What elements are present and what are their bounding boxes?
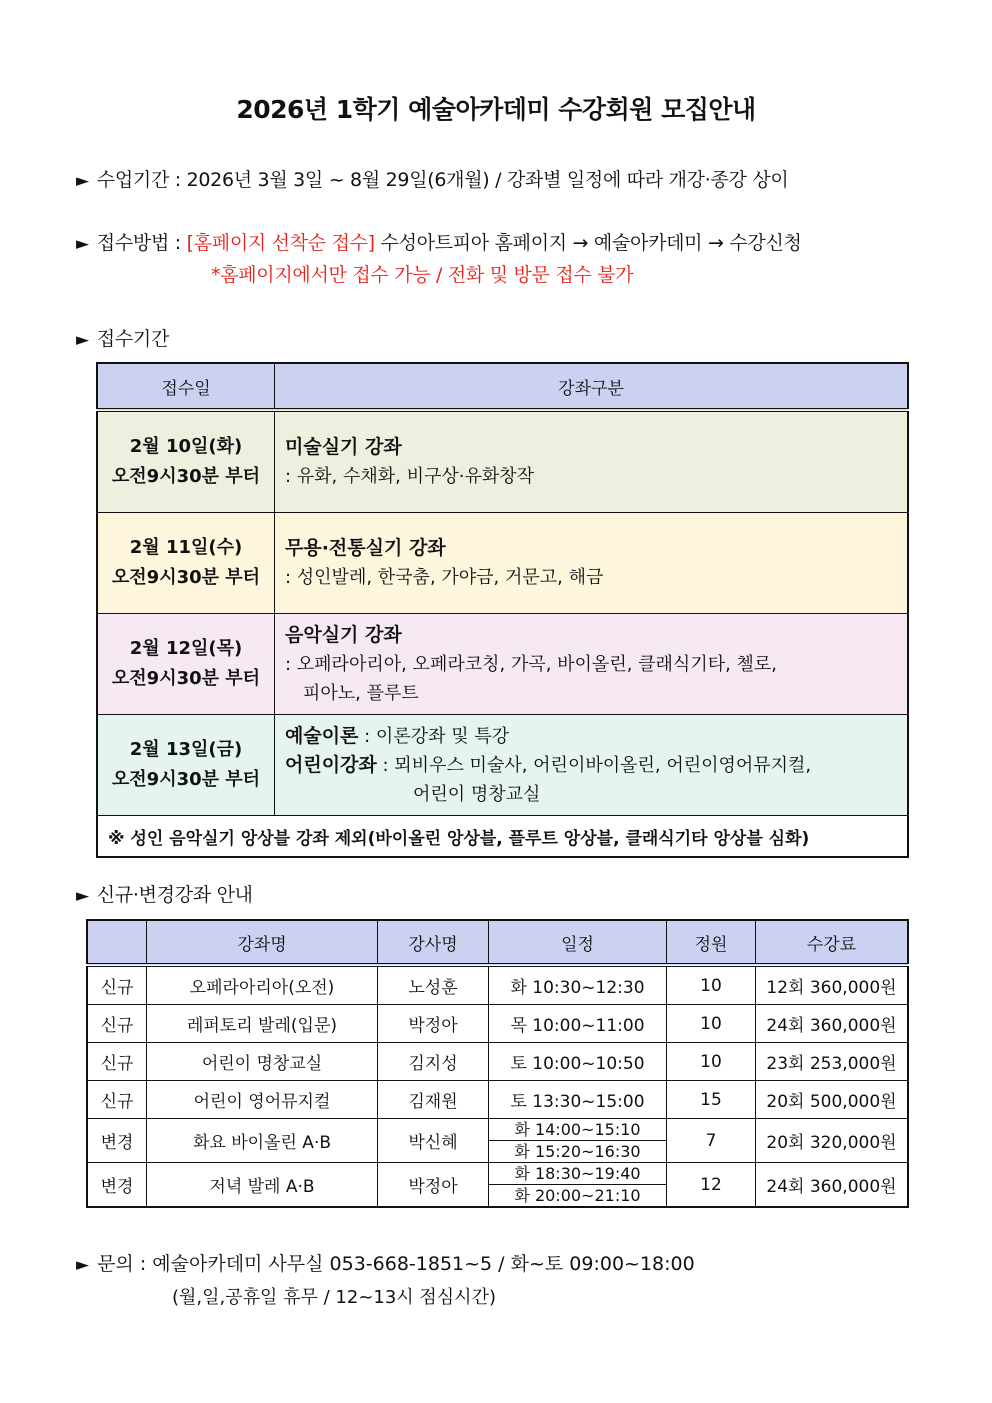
course-teacher: 김재원: [378, 1081, 489, 1119]
course-schedule: 화 15:20~16:30: [489, 1141, 667, 1163]
reception-header-course: 강좌구분: [275, 363, 909, 410]
course-name: 어린이 영어뮤지컬: [147, 1081, 378, 1119]
reception-course-cell: [275, 614, 909, 715]
method-note: *홈페이지에서만 접수 가능 / 전화 및 방문 접수 불가: [211, 264, 634, 286]
period-value: : 2026년 3월 3일 ~ 8월 29일(6개월) / 강좌별 일정에 따라 개강·종강 상이: [169, 169, 789, 191]
reception-header-date: 접수일: [97, 363, 275, 410]
method-label: 접수방법: [96, 232, 169, 254]
contact-label: 문의: [97, 1253, 134, 1275]
course-teacher: 노성훈: [378, 965, 489, 1005]
course-detail: : 유화, 수채화, 비구상·유화창작: [285, 466, 535, 487]
course-detail: : 이론강좌 및 특강: [358, 725, 510, 747]
method-line: [76, 228, 802, 255]
reception-date: 2월 10일(화): [129, 436, 243, 457]
course-row: [87, 1119, 908, 1141]
course-row: [87, 1163, 908, 1185]
course-schedule: 토 10:00~10:50: [489, 1043, 667, 1081]
course-type: 신규: [87, 1043, 147, 1081]
reception-heading: [76, 324, 169, 351]
courses-header-schedule: 일정: [489, 920, 667, 965]
course-row: [87, 1005, 908, 1043]
course-fee: 24회 360,000원: [756, 1005, 909, 1043]
courses-header-teacher: 강사명: [378, 920, 489, 965]
reception-date: 2월 12일(목): [129, 638, 243, 659]
course-fee: 12회 360,000원: [756, 965, 909, 1005]
course-detail: : 뫼비우스 미술사, 어린이바이올린, 어린이영어뮤지컬,: [376, 754, 812, 776]
course-fee: 23회 253,000원: [756, 1043, 909, 1081]
reception-course-cell: [275, 715, 909, 816]
course-name: 어린이 명창교실: [147, 1043, 378, 1081]
course-schedule: 화 20:00~21:10: [489, 1185, 667, 1208]
reception-note: ※ 성인 음악실기 앙상블 강좌 제외(바이올린 앙상블, 플루트 앙상블, 클래식기타 앙상블 심화): [97, 816, 908, 858]
course-fee: 20회 500,000원: [756, 1081, 909, 1119]
course-detail: : 오페라아리아, 오페라코칭, 가곡, 바이올린, 클래식기타, 첼로,: [285, 653, 778, 675]
arrow-icon: ►: [76, 234, 89, 254]
course-detail-continued: 어린이 명창교실: [413, 783, 541, 805]
courses-heading-label: 신규·변경강좌 안내: [96, 884, 253, 906]
period-label: 수업기간: [96, 169, 169, 191]
method-sep: :: [169, 232, 187, 254]
courses-header-capacity: 정원: [667, 920, 756, 965]
course-schedule: 토 13:30~15:00: [489, 1081, 667, 1119]
course-category: 음악실기 강좌: [285, 623, 402, 646]
course-capacity: 15: [667, 1081, 756, 1119]
reception-time: 오전9시30분 부터: [111, 668, 261, 689]
course-capacity: 10: [667, 1043, 756, 1081]
course-teacher: 박신혜: [378, 1119, 489, 1163]
contact-note: (월,일,공휴일 휴무 / 12~13시 점심시간): [172, 1287, 496, 1308]
arrow-icon: ►: [76, 330, 89, 350]
page-title: 2026년 1학기 예술아카데미 수강회원 모집안내: [236, 95, 756, 124]
course-row: [87, 1081, 908, 1119]
course-type: 변경: [87, 1119, 147, 1163]
course-category: 예술이론: [285, 724, 359, 747]
course-capacity: 10: [667, 965, 756, 1005]
reception-row: [97, 513, 908, 614]
contact-value: : 예술아카데미 사무실 053-668-1851~5 / 화~토 09:00~18:00: [133, 1253, 695, 1275]
course-name: 저녁 발레 A·B: [147, 1163, 378, 1208]
course-schedule: 화 10:30~12:30: [489, 965, 667, 1005]
course-category: 무용·전통실기 강좌: [285, 537, 446, 559]
reception-time: 오전9시30분 부터: [111, 466, 261, 487]
course-capacity: 12: [667, 1163, 756, 1208]
method-highlight: [홈페이지 선착순 접수]: [186, 232, 375, 254]
course-capacity: 7: [667, 1119, 756, 1163]
course-name: 레퍼토리 발레(입문): [147, 1005, 378, 1043]
reception-date: 2월 13일(금): [129, 739, 243, 760]
course-fee: 24회 360,000원: [756, 1163, 909, 1208]
reception-date: 2월 11일(수): [129, 537, 243, 558]
course-name: 화요 바이올린 A·B: [147, 1119, 378, 1163]
course-teacher: 박정아: [378, 1005, 489, 1043]
contact-line: [76, 1249, 695, 1276]
reception-date-cell: [97, 513, 275, 614]
course-capacity: 10: [667, 1005, 756, 1043]
arrow-icon: ►: [76, 171, 89, 191]
course-type: 신규: [87, 1005, 147, 1043]
course-name: 오페라아리아(오전): [147, 965, 378, 1005]
reception-heading-label: 접수기간: [96, 328, 169, 350]
reception-date-cell: [97, 410, 275, 513]
course-schedule: 화 14:00~15:10: [489, 1119, 667, 1141]
course-teacher: 김지성: [378, 1043, 489, 1081]
reception-row: [97, 614, 908, 715]
courses-table: [86, 919, 909, 1208]
course-schedule: 화 18:30~19:40: [489, 1163, 667, 1185]
reception-time: 오전9시30분 부터: [111, 769, 261, 790]
method-value: 수성아트피아 홈페이지 → 예술아카데미 → 수강신청: [374, 232, 802, 254]
courses-header-name: 강좌명: [147, 920, 378, 965]
course-fee: 20회 320,000원: [756, 1119, 909, 1163]
course-row: [87, 1043, 908, 1081]
course-category: 어린이강좌: [285, 753, 377, 776]
course-schedule: 목 10:00~11:00: [489, 1005, 667, 1043]
course-teacher: 박정아: [378, 1163, 489, 1208]
course-detail-continued: 피아노, 플루트: [303, 682, 419, 704]
reception-note-row: [97, 816, 908, 858]
reception-course-cell: [275, 513, 909, 614]
reception-table: [96, 362, 909, 858]
reception-course-cell: [275, 410, 909, 513]
course-type: 변경: [87, 1163, 147, 1208]
course-type: 신규: [87, 965, 147, 1005]
reception-row: [97, 715, 908, 816]
arrow-icon: ►: [76, 1255, 90, 1275]
courses-header-fee: 수강료: [756, 920, 909, 965]
reception-row: [97, 410, 908, 513]
course-row: [87, 965, 908, 1005]
reception-time: 오전9시30분 부터: [111, 567, 261, 588]
reception-header-row: [97, 363, 908, 410]
courses-heading: [76, 880, 253, 907]
reception-date-cell: [97, 614, 275, 715]
course-type: 신규: [87, 1081, 147, 1119]
period-line: [76, 165, 788, 192]
reception-date-cell: [97, 715, 275, 816]
courses-header-type: [87, 920, 147, 965]
course-detail: : 성인발레, 한국춤, 가야금, 거문고, 해금: [285, 567, 604, 588]
arrow-icon: ►: [76, 886, 89, 906]
courses-header-row: [87, 920, 908, 965]
course-category: 미술실기 강좌: [285, 436, 402, 458]
